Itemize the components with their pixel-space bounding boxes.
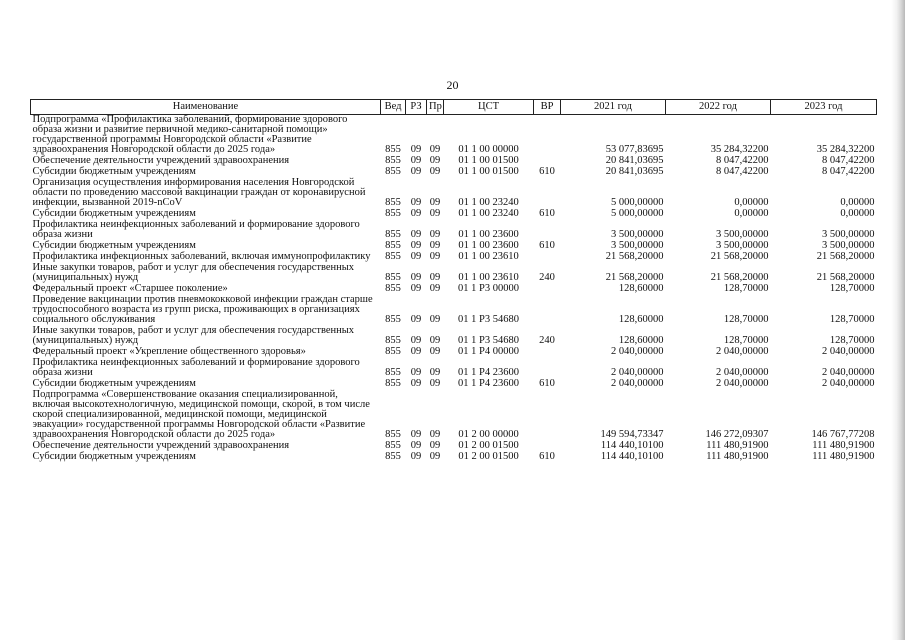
cell-2023: 128,70000	[829, 314, 875, 325]
table-row	[31, 326, 877, 347]
cell-2021: 114 440,10100	[600, 451, 664, 462]
cell-2023: 128,70000	[829, 283, 875, 294]
cell-pr: 09	[429, 197, 441, 208]
cell-vr: 610	[539, 378, 555, 389]
cell-2021: 128,60000	[618, 335, 664, 346]
cell-2021: 2 040,00000	[611, 367, 664, 378]
cell-rz: 09	[410, 314, 422, 325]
cell-2022: 2 040,00000	[716, 378, 769, 389]
cell-2023: 111 480,91900	[812, 440, 875, 451]
cell-cst: 01 1 00 01500	[458, 155, 519, 166]
cell-2023: 2 040,00000	[822, 378, 875, 389]
table-row	[31, 263, 877, 284]
cell-vr	[534, 347, 561, 358]
cell-2021: 21 568,20000	[605, 251, 664, 262]
cell-rz: 09	[410, 429, 422, 440]
cell-2023: 0,00000	[840, 208, 875, 219]
cell-name: Субсидии бюджетным учреждениям	[32, 378, 196, 389]
cell-2022: 21 568,20000	[710, 251, 769, 262]
cell-rz: 09	[410, 451, 422, 462]
cell-2021: 149 594,73347	[600, 429, 664, 440]
cell-cst: 01 1 P4 23600	[458, 378, 519, 389]
cell-pr: 09	[429, 429, 441, 440]
cell-2022: 128,70000	[723, 335, 769, 346]
cell-cst: 01 2 00 00000	[458, 429, 519, 440]
cell-2022: 3 500,00000	[716, 240, 769, 251]
cell-vr: 240	[539, 335, 555, 346]
cell-2022: 35 284,32200	[710, 144, 769, 155]
cell-cst: 01 1 P4 23600	[458, 367, 519, 378]
cell-pr: 09	[429, 451, 441, 462]
cell-pr: 09	[429, 440, 441, 451]
cell-2023: 3 500,00000	[822, 240, 875, 251]
cell-ved: 855	[385, 335, 401, 346]
cell-rz: 09	[410, 335, 422, 346]
table-row	[31, 295, 877, 326]
cell-ved: 855	[385, 346, 401, 357]
scan-edge	[891, 0, 905, 640]
cell-2021: 2 040,00000	[611, 378, 664, 389]
cell-rz: 09	[410, 251, 422, 262]
cell-rz: 09	[410, 378, 422, 389]
column-header-ved: Вед	[381, 100, 406, 115]
cell-2023: 128,70000	[829, 335, 875, 346]
column-header-cst: ЦСТ	[444, 100, 534, 115]
table-header-row	[31, 100, 877, 115]
cell-name: Подпрограмма «Совершенствование оказания специализированной, включая высокотехнологичную, медицинской помощи, скорой, в том числе скорой специализированной, медицинской помощи, медицинской эвакуации» государственной программы Новгородской области «Развитие здравоохранения Новгородской области до 2025 года»	[32, 389, 370, 440]
cell-vr: 610	[539, 451, 555, 462]
cell-ved: 855	[385, 378, 401, 389]
cell-rz: 09	[410, 272, 422, 283]
table-row	[31, 452, 877, 463]
cell-2021: 3 500,00000	[611, 240, 664, 251]
cell-2023: 8 047,42200	[822, 166, 875, 177]
cell-vr	[534, 390, 561, 441]
cell-2021: 21 568,20000	[605, 272, 664, 283]
cell-2022: 3 500,00000	[716, 229, 769, 240]
cell-ved: 855	[385, 229, 401, 240]
cell-2021: 2 040,00000	[611, 346, 664, 357]
cell-name: Профилактика инфекционных заболеваний, включая иммунопрофилактику	[32, 251, 371, 262]
cell-rz: 09	[410, 144, 422, 155]
cell-pr: 09	[429, 208, 441, 219]
cell-2022: 111 480,91900	[706, 440, 769, 451]
cell-2023: 2 040,00000	[822, 346, 875, 357]
table-row	[31, 390, 877, 441]
column-header-2022: 2022 год	[666, 100, 771, 115]
cell-cst: 01 1 P3 00000	[458, 283, 519, 294]
cell-pr: 09	[429, 283, 441, 294]
cell-2022: 0,00000	[734, 208, 769, 219]
cell-pr: 09	[429, 240, 441, 251]
budget-table	[30, 99, 877, 463]
column-header-pr: Пр	[427, 100, 444, 115]
cell-ved: 855	[385, 451, 401, 462]
cell-cst: 01 1 00 23240	[458, 197, 519, 208]
cell-pr: 09	[429, 367, 441, 378]
cell-ved: 855	[385, 208, 401, 219]
cell-rz: 09	[410, 155, 422, 166]
cell-2023: 35 284,32200	[816, 144, 875, 155]
cell-name: Иные закупки товаров, работ и услуг для обеспечения государственных (муниципальных) нужд	[32, 325, 355, 346]
cell-pr: 09	[429, 346, 441, 357]
cell-name: Профилактика неинфекционных заболеваний и формирование здорового образа жизни	[32, 357, 360, 378]
cell-pr: 09	[429, 378, 441, 389]
cell-ved: 855	[385, 283, 401, 294]
cell-name: Субсидии бюджетным учреждениям	[32, 208, 196, 219]
cell-2021: 5 000,00000	[611, 197, 664, 208]
cell-ved: 855	[385, 367, 401, 378]
cell-pr: 09	[429, 314, 441, 325]
cell-cst: 01 1 P3 54680	[458, 335, 519, 346]
cell-ved: 855	[385, 166, 401, 177]
table-row	[31, 220, 877, 241]
cell-ved: 855	[385, 144, 401, 155]
column-header-2021: 2021 год	[561, 100, 666, 115]
cell-pr: 09	[429, 166, 441, 177]
column-header-rz: РЗ	[406, 100, 427, 115]
cell-pr: 09	[429, 335, 441, 346]
cell-2023: 8 047,42200	[822, 155, 875, 166]
cell-vr: 610	[539, 166, 555, 177]
cell-vr: 610	[539, 208, 555, 219]
cell-ved: 855	[385, 197, 401, 208]
cell-ved: 855	[385, 440, 401, 451]
cell-cst: 01 1 00 23240	[458, 208, 519, 219]
cell-ved: 855	[385, 155, 401, 166]
cell-name: Профилактика неинфекционных заболеваний и формирование здорового образа жизни	[32, 219, 360, 240]
cell-2022: 8 047,42200	[716, 166, 769, 177]
cell-rz: 09	[410, 283, 422, 294]
cell-name: Федеральный проект «Укрепление общественного здоровья»	[32, 346, 306, 357]
cell-cst: 01 1 00 23600	[458, 240, 519, 251]
cell-cst: 01 2 00 01500	[458, 440, 519, 451]
cell-name: Иные закупки товаров, работ и услуг для обеспечения государственных (муниципальных) нужд	[32, 262, 355, 283]
cell-cst: 01 1 00 00000	[458, 144, 519, 155]
cell-2021: 128,60000	[618, 283, 664, 294]
cell-vr	[534, 284, 561, 295]
cell-pr: 09	[429, 251, 441, 262]
cell-cst: 01 1 00 01500	[458, 166, 519, 177]
table-body	[31, 115, 877, 464]
cell-name: Проведение вакцинации против пневмококковой инфекции граждан старше трудоспособного возраста из групп риска, проживающих в организациях социального обслуживания	[32, 294, 373, 325]
cell-2022: 146 272,09307	[705, 429, 769, 440]
cell-2021: 128,60000	[618, 314, 664, 325]
cell-rz: 09	[410, 208, 422, 219]
cell-rz: 09	[410, 166, 422, 177]
cell-2023: 111 480,91900	[812, 451, 875, 462]
cell-2022: 2 040,00000	[716, 346, 769, 357]
cell-name: Субсидии бюджетным учреждениям	[32, 166, 196, 177]
cell-rz: 09	[410, 197, 422, 208]
cell-2023: 3 500,00000	[822, 229, 875, 240]
cell-cst: 01 1 00 23610	[458, 272, 519, 283]
cell-cst: 01 1 P3 54680	[458, 314, 519, 325]
cell-2022: 128,70000	[723, 283, 769, 294]
cell-pr: 09	[429, 144, 441, 155]
table-row	[31, 115, 877, 157]
column-header-name: Наименование	[31, 100, 381, 115]
cell-cst: 01 1 00 23600	[458, 229, 519, 240]
cell-2022: 8 047,42200	[716, 155, 769, 166]
cell-cst: 01 1 P4 00000	[458, 346, 519, 357]
table-row	[31, 178, 877, 209]
cell-2023: 146 767,77208	[811, 429, 875, 440]
cell-2023: 21 568,20000	[816, 251, 875, 262]
cell-name: Обеспечение деятельности учреждений здравоохранения	[32, 155, 290, 166]
cell-pr: 09	[429, 229, 441, 240]
cell-rz: 09	[410, 229, 422, 240]
cell-2021: 3 500,00000	[611, 229, 664, 240]
cell-2022: 0,00000	[734, 197, 769, 208]
cell-2022: 21 568,20000	[710, 272, 769, 283]
cell-2021: 20 841,03695	[605, 155, 664, 166]
cell-2021: 20 841,03695	[605, 166, 664, 177]
cell-2021: 53 077,83695	[605, 144, 664, 155]
cell-name: Федеральный проект «Старшее поколение»	[32, 283, 228, 294]
cell-2023: 21 568,20000	[816, 272, 875, 283]
cell-name: Субсидии бюджетным учреждениям	[32, 240, 196, 251]
cell-cst: 01 1 00 23610	[458, 251, 519, 262]
cell-2023: 0,00000	[840, 197, 875, 208]
cell-rz: 09	[410, 346, 422, 357]
cell-pr: 09	[429, 155, 441, 166]
cell-ved: 855	[385, 240, 401, 251]
cell-vr: 610	[539, 240, 555, 251]
cell-rz: 09	[410, 440, 422, 451]
cell-vr	[534, 295, 561, 326]
cell-vr	[534, 220, 561, 241]
cell-2022: 111 480,91900	[706, 451, 769, 462]
cell-ved: 855	[385, 251, 401, 262]
cell-2022: 128,70000	[723, 314, 769, 325]
cell-vr: 240	[539, 272, 555, 283]
cell-vr	[534, 252, 561, 263]
cell-vr	[534, 358, 561, 379]
cell-2021: 114 440,10100	[600, 440, 664, 451]
cell-name: Субсидии бюджетным учреждениям	[32, 451, 196, 462]
column-header-vr: ВР	[534, 100, 561, 115]
cell-vr	[534, 178, 561, 209]
cell-2021: 5 000,00000	[611, 208, 664, 219]
cell-rz: 09	[410, 367, 422, 378]
cell-ved: 855	[385, 429, 401, 440]
cell-rz: 09	[410, 240, 422, 251]
cell-cst: 01 2 00 01500	[458, 451, 519, 462]
table-row	[31, 358, 877, 379]
cell-vr	[534, 115, 561, 157]
cell-name: Обеспечение деятельности учреждений здравоохранения	[32, 440, 290, 451]
cell-2022: 2 040,00000	[716, 367, 769, 378]
cell-ved: 855	[385, 272, 401, 283]
cell-2023: 2 040,00000	[822, 367, 875, 378]
cell-pr: 09	[429, 272, 441, 283]
cell-ved: 855	[385, 314, 401, 325]
column-header-2023: 2023 год	[771, 100, 877, 115]
cell-name: Подпрограмма «Профилактика заболеваний, формирование здорового образа жизни и развитие первичной медико-санитарной помощи» государственной программы Новгородской области «Развитие здравоохранения Новгородской области до 2025 года»	[32, 114, 348, 155]
cell-name: Организация осуществления информирования населения Новгородской области по проведению массовой вакцинации граждан от коронавирусной инфекции, вызванной 2019-nCoV	[32, 177, 366, 208]
page-number: 20	[446, 78, 459, 92]
